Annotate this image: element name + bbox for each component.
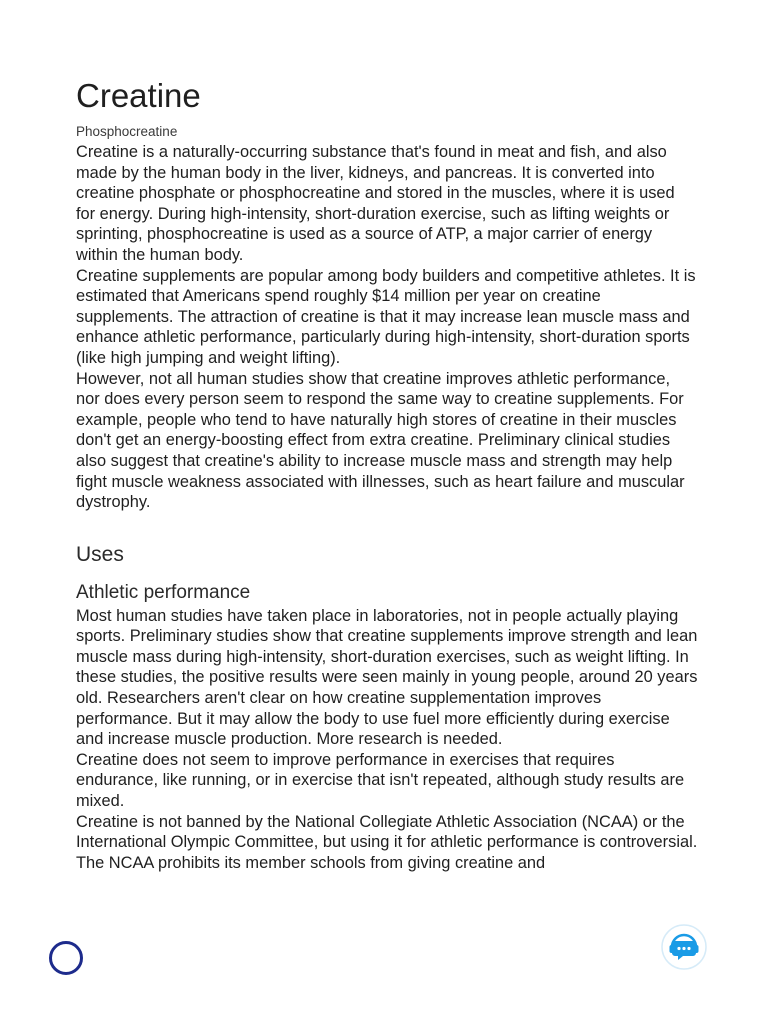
page-title: Creatine [76, 77, 201, 114]
chat-support-button[interactable] [661, 924, 707, 970]
circle-outline-icon[interactable] [49, 941, 83, 975]
athletic-paragraph-2: Creatine does not seem to improve performance in exercises that requires endurance, like running, or in exercise that isn't repeated, although study results are mixed. [76, 750, 685, 811]
article [76, 74, 698, 873]
subsection-heading-athletic: Athletic performance [76, 581, 251, 603]
page-subtitle: Phosphocreatine [76, 124, 178, 139]
section-heading-uses: Uses [76, 542, 124, 566]
intro-paragraph-2: Creatine supplements are popular among body builders and competitive athletes. It is estimated that Americans spend roughly $14 million per year on creatine supplements. The attraction of creatine is that it may increase lean muscle mass and enhance athletic performance, particularly during high-intensity, short-duration sports (like high jumping and weight lifting). [76, 266, 696, 367]
intro-paragraph-1: Creatine is a naturally-occurring substance that's found in meat and fish, and also made by the human body in the liver, kidneys, and pancreas. It is converted into creatine phosphate or phosphocreatine and stored in the muscles, where it is used for energy. During high-intensity, short-duration exercise, such as lifting weights or sprinting, phosphocreatine is used as a source of ATP, a major carrier of energy within the human body. [76, 143, 675, 264]
athletic-paragraph-1: Most human studies have taken place in laboratories, not in people actually playing sports. Preliminary studies show that creatine supplements improve strength and lean muscle mass during high-intensity, short-duration exercises, such as weight lifting. In these studies, the positive results were seen mainly in young people, around 20 years old. Researchers aren't clear on how creatine supplementation improves performance. But it may allow the body to use fuel more efficiently during exercise and increase muscle production. More research is needed. [76, 606, 698, 749]
intro-paragraph-3: However, not all human studies show that creatine improves athletic performance, nor does every person seem to respond the same way to creatine supplements. For example, people who tend to have naturally high stores of creatine in their muscles don't get an energy-boosting effect from extra creatine. Preliminary clinical studies also suggest that creatine's ability to increase muscle mass and strength may help fight muscle weakness associated with illnesses, such as heart failure and muscular dystrophy. [76, 369, 685, 512]
athletic-paragraph-3: Creatine is not banned by the National Collegiate Athletic Association (NCAA) or the International Olympic Committee, but using it for athletic performance is controversial. The NCAA prohibits its member schools from giving creatine and [76, 812, 698, 872]
chat-support-icon [661, 924, 707, 970]
